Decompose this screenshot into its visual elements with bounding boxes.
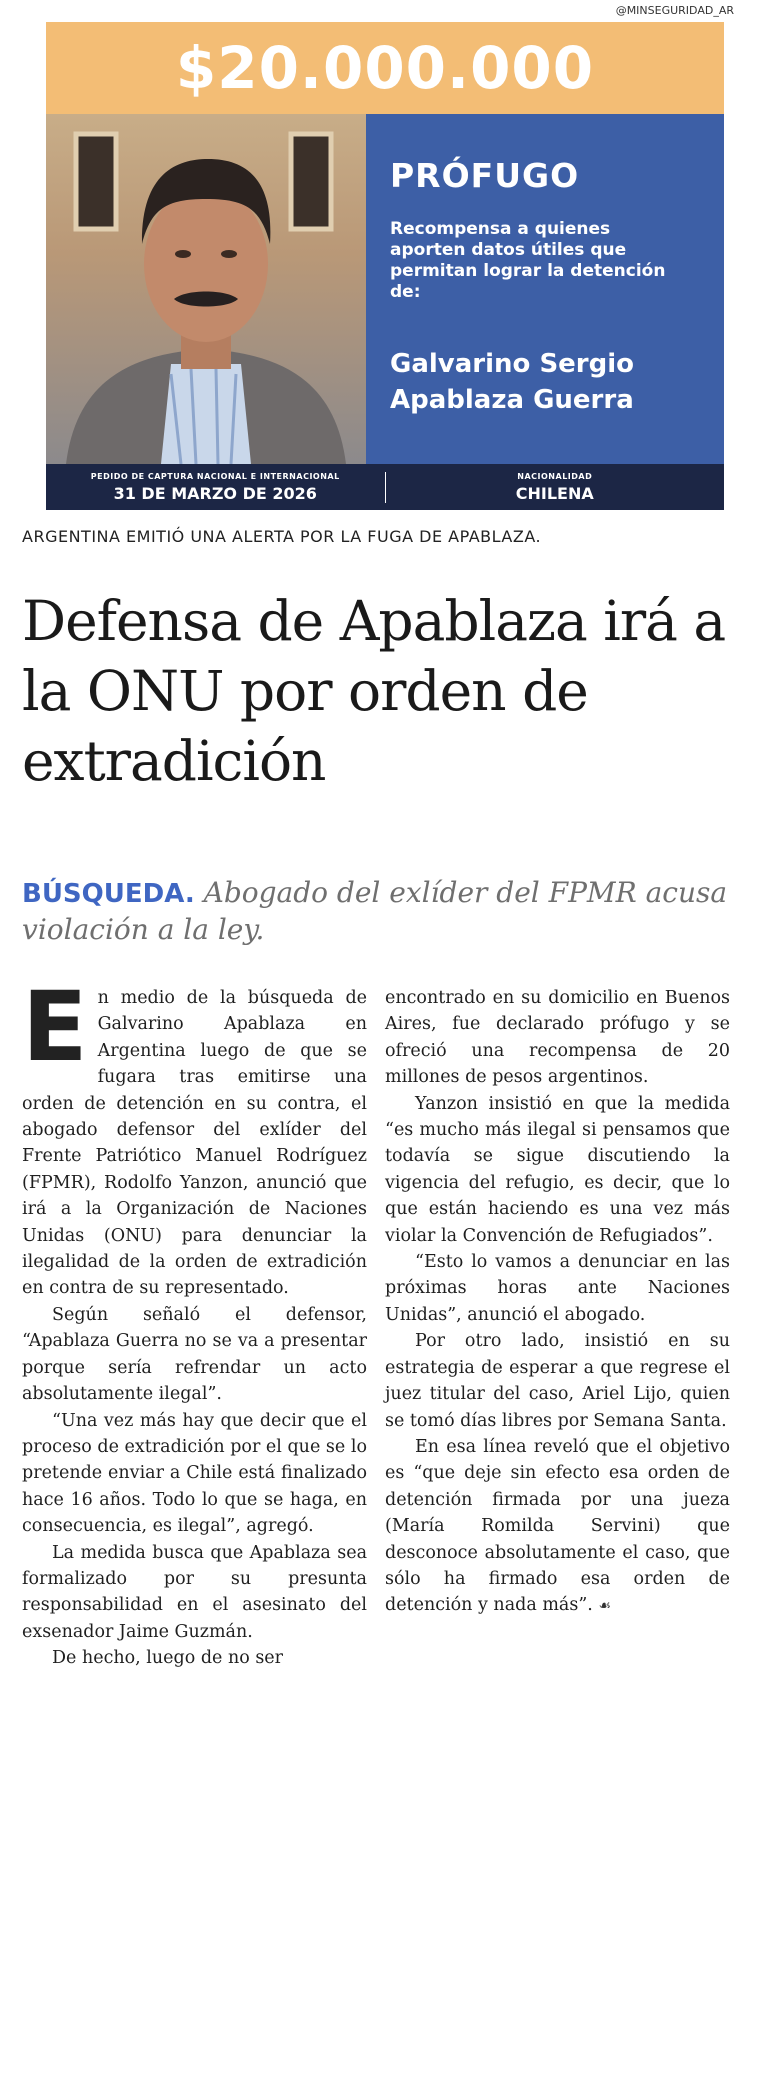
body-paragraph: “Una vez más hay que decir que el proceso de extradición por el que se lo pretende enviar a Chile está finalizado hace 16 años. Todo lo que se haga, en consecuencia, es ilegal”, agregó.: [22, 1410, 367, 1537]
headline: Defensa de Apablaza irá a la ONU por orden de extradición: [22, 589, 726, 793]
photo-caption: ARGENTINA EMITIÓ UNA ALERTA POR LA FUGA DE APABLAZA.: [22, 527, 542, 546]
reward-description: Recompensa a quienes aporten datos útiles que permitan lograr la detención de:: [390, 219, 666, 302]
source-handle: @MINSEGURIDAD_AR: [615, 4, 734, 17]
body-paragraph: encontrado en su domicilio en Buenos Aires, fue declarado prófugo y se ofreció una recompensa de 20 millones de pesos argentinos.: [385, 988, 730, 1088]
end-mark-icon: ☙: [598, 1598, 611, 1615]
reward-amount: $20.000.000: [175, 34, 595, 102]
article-column-right: [385, 985, 730, 1620]
drop-cap: E: [22, 971, 88, 1083]
fugitive-name: Galvarino Sergio Apablaza Guerra: [390, 349, 635, 415]
reward-band: [46, 22, 724, 114]
subhead: [22, 875, 762, 948]
paragraph-text: En esa línea reveló que el objetivo es “que deje sin efecto esa orden de detención firmada por una jueza (María Romilda Servini) que desconoce absolutamente el caso, que sólo ha firmado esa orden de detención y nada más”.: [385, 1436, 730, 1616]
nationality-block: [385, 472, 725, 503]
fugitive-status: PRÓFUGO: [390, 156, 580, 195]
body-paragraph: La medida busca que Apablaza sea formalizado por su presunta responsabilidad en el asesinato del exsenador Jaime Guzmán.: [22, 1542, 367, 1642]
subhead-text: Abogado del exlíder del FPMR acusa violación a la ley.: [22, 876, 728, 946]
body-paragraph: Yanzon insistió en que la medida “es mucho más ilegal si pensamos que todavía se sigue discutiendo la vigencia del refugio, es decir, que lo que están haciendo es una vez más violar la Convención de Refugiados”.: [385, 1093, 730, 1246]
nationality-value: CHILENA: [515, 483, 594, 503]
body-paragraph: “Esto lo vamos a denunciar en las próximas horas ante Naciones Unidas”, anunció el abogado.: [385, 1252, 730, 1325]
body-paragraph: [385, 1434, 730, 1620]
nationality-label: NACIONALIDAD: [517, 471, 593, 481]
wanted-info-panel: [366, 114, 724, 464]
fugitive-photo: [46, 114, 366, 464]
section-kicker: BÚSQUEDA.: [22, 879, 195, 909]
capture-details-band: [46, 464, 724, 510]
paragraph-text: n medio de la búsqueda de Galvarino Apablaza en Argentina luego de que se fugara tras emitirse una orden de detención en su contra, el abogado defensor del exlíder del Frente Patriótico Manuel Rodríguez (FPMR), Rodolfo Yanzon, anunció que irá a la Organización de Naciones Unidas (ONU) para denunciar la ilegalidad de la orden de extradición en contra de su representado.: [22, 988, 367, 1299]
body-paragraph: Según señaló el defensor, “Apablaza Guerra no se va a presentar porque sería refrendar un acto absolutamente ilegal”.: [22, 1304, 367, 1405]
body-paragraph: [22, 971, 367, 1302]
portrait-illustration: [46, 114, 366, 464]
capture-date: 31 DE MARZO DE 2026: [113, 483, 317, 503]
capture-label: PEDIDO DE CAPTURA NACIONAL E INTERNACIONAL: [90, 471, 340, 481]
capture-date-block: [46, 472, 385, 503]
body-paragraph: De hecho, luego de no ser: [52, 1648, 284, 1669]
article-column-left: [22, 971, 367, 1672]
wanted-poster: [46, 22, 724, 504]
body-paragraph: Por otro lado, insistió en su estrategia de esperar a que regrese el juez titular del caso, Ariel Lijo, quien se tomó días libres por Semana Santa.: [385, 1331, 730, 1431]
